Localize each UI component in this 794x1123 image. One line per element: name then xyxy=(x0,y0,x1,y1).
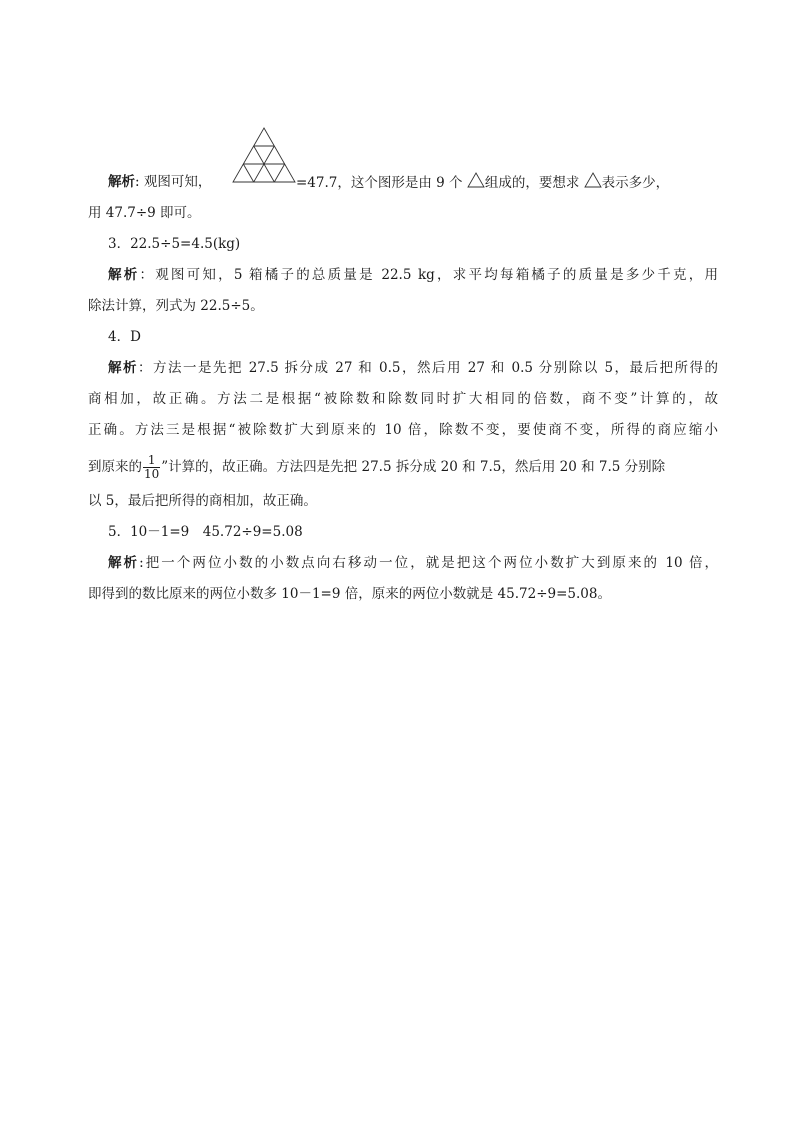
q2-text-4: 表示多少， xyxy=(601,175,670,191)
analysis-label: 解析 xyxy=(108,267,140,283)
q2-text-1: 观图可知， xyxy=(143,174,212,190)
q2-analysis-line-1: 解析: 观图可知， xyxy=(108,174,212,190)
small-triangle-icon xyxy=(584,172,602,188)
fraction-one-tenth: $\frac{1}{10}$ xyxy=(144,453,160,481)
q3-analysis-line-2: 除法计算，列式为 22.5÷5。 xyxy=(88,298,264,314)
q2-text-2: =47.7，这个图形是由 9 个 xyxy=(296,175,463,191)
q4-analysis-line-2: 商相加，故正确。方法二是根据“被除数和除数同时扩大相同的倍数，商不变”计算的，故 xyxy=(88,391,718,407)
q4-analysis-line-3: 正确。方法三是根据“被除数扩大到原来的 10 倍，除数不变，要使商不变，所得的商应缩小 xyxy=(88,422,718,438)
analysis-label: 解析 xyxy=(108,174,135,190)
q2-text-3: 组成的，要想求 xyxy=(484,175,580,191)
q2-analysis-line-2: 用 47.7÷9 即可。 xyxy=(88,205,201,221)
q2-analysis-line-1b xyxy=(296,172,669,192)
q5-analysis-line-1: 解析:把一个两位小数的小数点向右移动一位，就是把这个两位小数扩大到原来的 10 倍， xyxy=(108,555,719,571)
analysis-label: 解析 xyxy=(108,555,140,571)
small-triangle-icon xyxy=(467,172,485,188)
nine-triangle-figure-icon xyxy=(232,127,296,183)
q4-analysis-line-1: 解析：方法一是先把 27.5 拆分成 27 和 0.5，然后用 27 和 0.5 分别除以 5，最后把所得的 xyxy=(108,360,719,376)
q5-analysis-line-2: 即得到的数比原来的两位小数多 10－1=9 倍，原来的两位小数就是 45.72÷9=5.08。 xyxy=(88,586,611,602)
q3-analysis-line-1: 解析：观图可知，5 箱橘子的总质量是 22.5 kg，求平均每箱橘子的质量是多少千克，用 xyxy=(108,267,719,283)
q3-answer: 3．22.5÷5=4.5(kg) xyxy=(108,236,241,252)
q4-analysis-line-4: 到原来的 $\frac{1}{10}$ ”计算的，故正确。方法四是先把 27.5 拆分成 20 和 7.5，然后用 20 和 7.5 分别除 xyxy=(88,453,666,481)
analysis-label: 解析 xyxy=(108,360,138,376)
q4-analysis-line-5: 以 5，最后把所得的商相加，故正确。 xyxy=(88,493,317,509)
q4-answer: 4．D xyxy=(108,329,141,345)
q5-answer: 5．10－1=9 45.72÷9=5.08 xyxy=(108,524,303,540)
